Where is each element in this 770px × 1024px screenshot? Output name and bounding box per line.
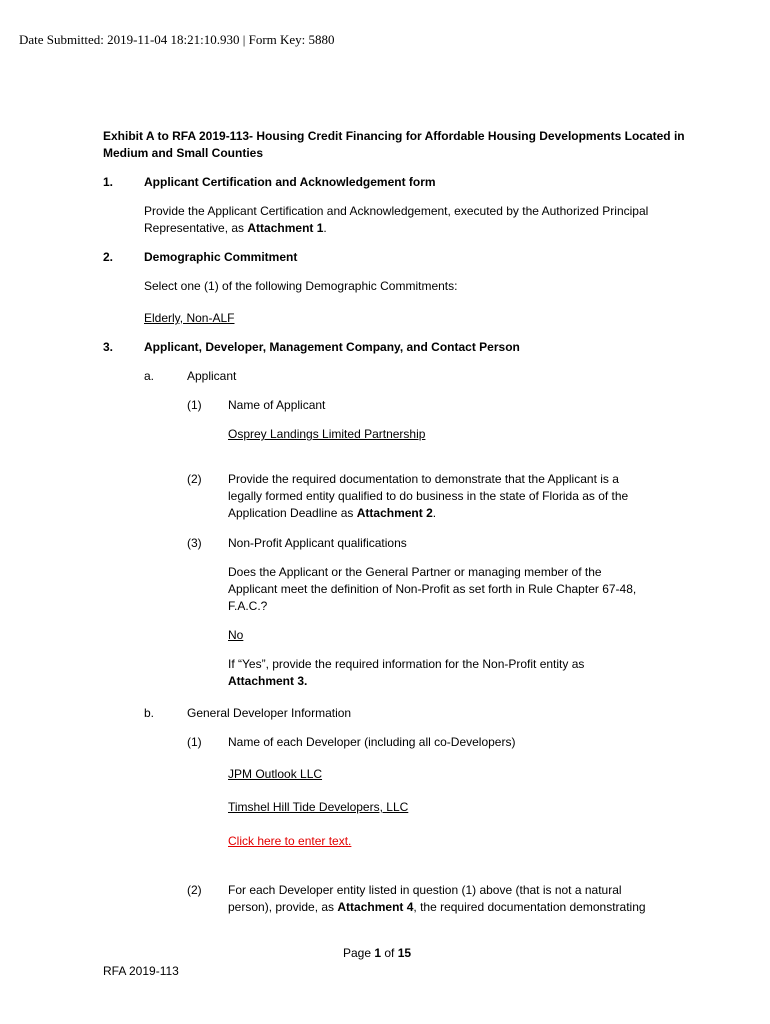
text-run: . <box>432 506 437 520</box>
text-run: person), provide, as <box>228 900 338 914</box>
question-a3-number: (3) <box>187 536 202 550</box>
question-a3-line3: F.A.C.? <box>228 599 268 613</box>
question-a2-line2: legally formed entity qualified to do business in the state of Florida as of the <box>228 489 629 503</box>
exhibit-title-line2: Medium and Small Counties <box>103 146 264 160</box>
exhibit-title-line1: Exhibit A to RFA 2019-113- Housing Credit Financing for Affordable Housing Developments Located in <box>103 129 685 143</box>
text-run: of <box>381 946 398 960</box>
subsection-b-label: General Developer Information <box>187 706 352 720</box>
text-run: . <box>323 221 327 235</box>
text-run: , the required documentation demonstrating <box>413 900 646 914</box>
page-number <box>343 946 411 960</box>
developer-name-field-3[interactable]: Click here to enter text. <box>228 834 352 848</box>
section-2-prompt: Select one (1) of the following Demographic Commitments: <box>144 279 458 293</box>
question-a3-line1: Does the Applicant or the General Partner or managing member of the <box>228 565 602 579</box>
question-a2-number: (2) <box>187 472 202 486</box>
question-b1-number: (1) <box>187 735 202 749</box>
question-b1-label: Name of each Developer (including all co-Developers) <box>228 735 516 749</box>
question-a2-line3 <box>228 506 436 520</box>
total-pages: 15 <box>397 946 412 960</box>
nonprofit-answer-field[interactable]: No <box>228 628 244 642</box>
current-page: 1 <box>374 946 382 960</box>
question-b2-line2 <box>228 900 646 914</box>
section-1-number: 1. <box>103 175 114 189</box>
footer-doc-id: RFA 2019-113 <box>103 964 179 978</box>
question-b2-line1: For each Developer entity listed in question (1) above (that is not a natural <box>228 883 622 897</box>
applicant-name-field[interactable]: Osprey Landings Limited Partnership <box>228 427 426 441</box>
section-3-heading: Applicant, Developer, Management Company, and Contact Person <box>144 340 520 354</box>
subsection-b-letter: b. <box>144 706 155 720</box>
text-run: Application Deadline as <box>228 506 357 520</box>
question-a2-line1: Provide the required documentation to demonstrate that the Applicant is a <box>228 472 619 486</box>
section-2-number: 2. <box>103 250 114 264</box>
submission-header: Date Submitted: 2019-11-04 18:21:10.930 | Form Key: 5880 <box>19 32 335 47</box>
developer-name-field-2[interactable]: Timshel Hill Tide Developers, LLC <box>228 800 409 814</box>
attachment-ref: Attachment 1 <box>247 221 324 235</box>
nonprofit-note-line2: Attachment 3. <box>228 674 308 688</box>
question-b2-number: (2) <box>187 883 202 897</box>
text-run: Page <box>343 946 375 960</box>
section-2-heading: Demographic Commitment <box>144 250 298 264</box>
attachment-ref: Attachment 4 <box>337 900 414 914</box>
question-a3-label: Non-Profit Applicant qualifications <box>228 536 407 550</box>
developer-name-field-1[interactable]: JPM Outlook LLC <box>228 767 323 781</box>
subsection-a-label: Applicant <box>187 369 237 383</box>
section-1-body-line2 <box>144 221 327 235</box>
section-1-heading: Applicant Certification and Acknowledgement form <box>144 175 436 189</box>
question-a3-line2: Applicant meet the definition of Non-Profit as set forth in Rule Chapter 67-48, <box>228 582 637 596</box>
attachment-ref: Attachment 2 <box>356 506 433 520</box>
section-3-number: 3. <box>103 340 114 354</box>
text-run: Representative, as <box>144 221 248 235</box>
subsection-a-letter: a. <box>144 369 155 383</box>
nonprofit-note-line1: If “Yes”, provide the required information for the Non-Profit entity as <box>228 657 585 671</box>
question-a1-label: Name of Applicant <box>228 398 326 412</box>
section-1-body-line1: Provide the Applicant Certification and Acknowledgement, executed by the Authorized Principal <box>144 204 649 218</box>
question-a1-number: (1) <box>187 398 202 412</box>
demographic-answer-field[interactable]: Elderly, Non-ALF <box>144 311 235 325</box>
